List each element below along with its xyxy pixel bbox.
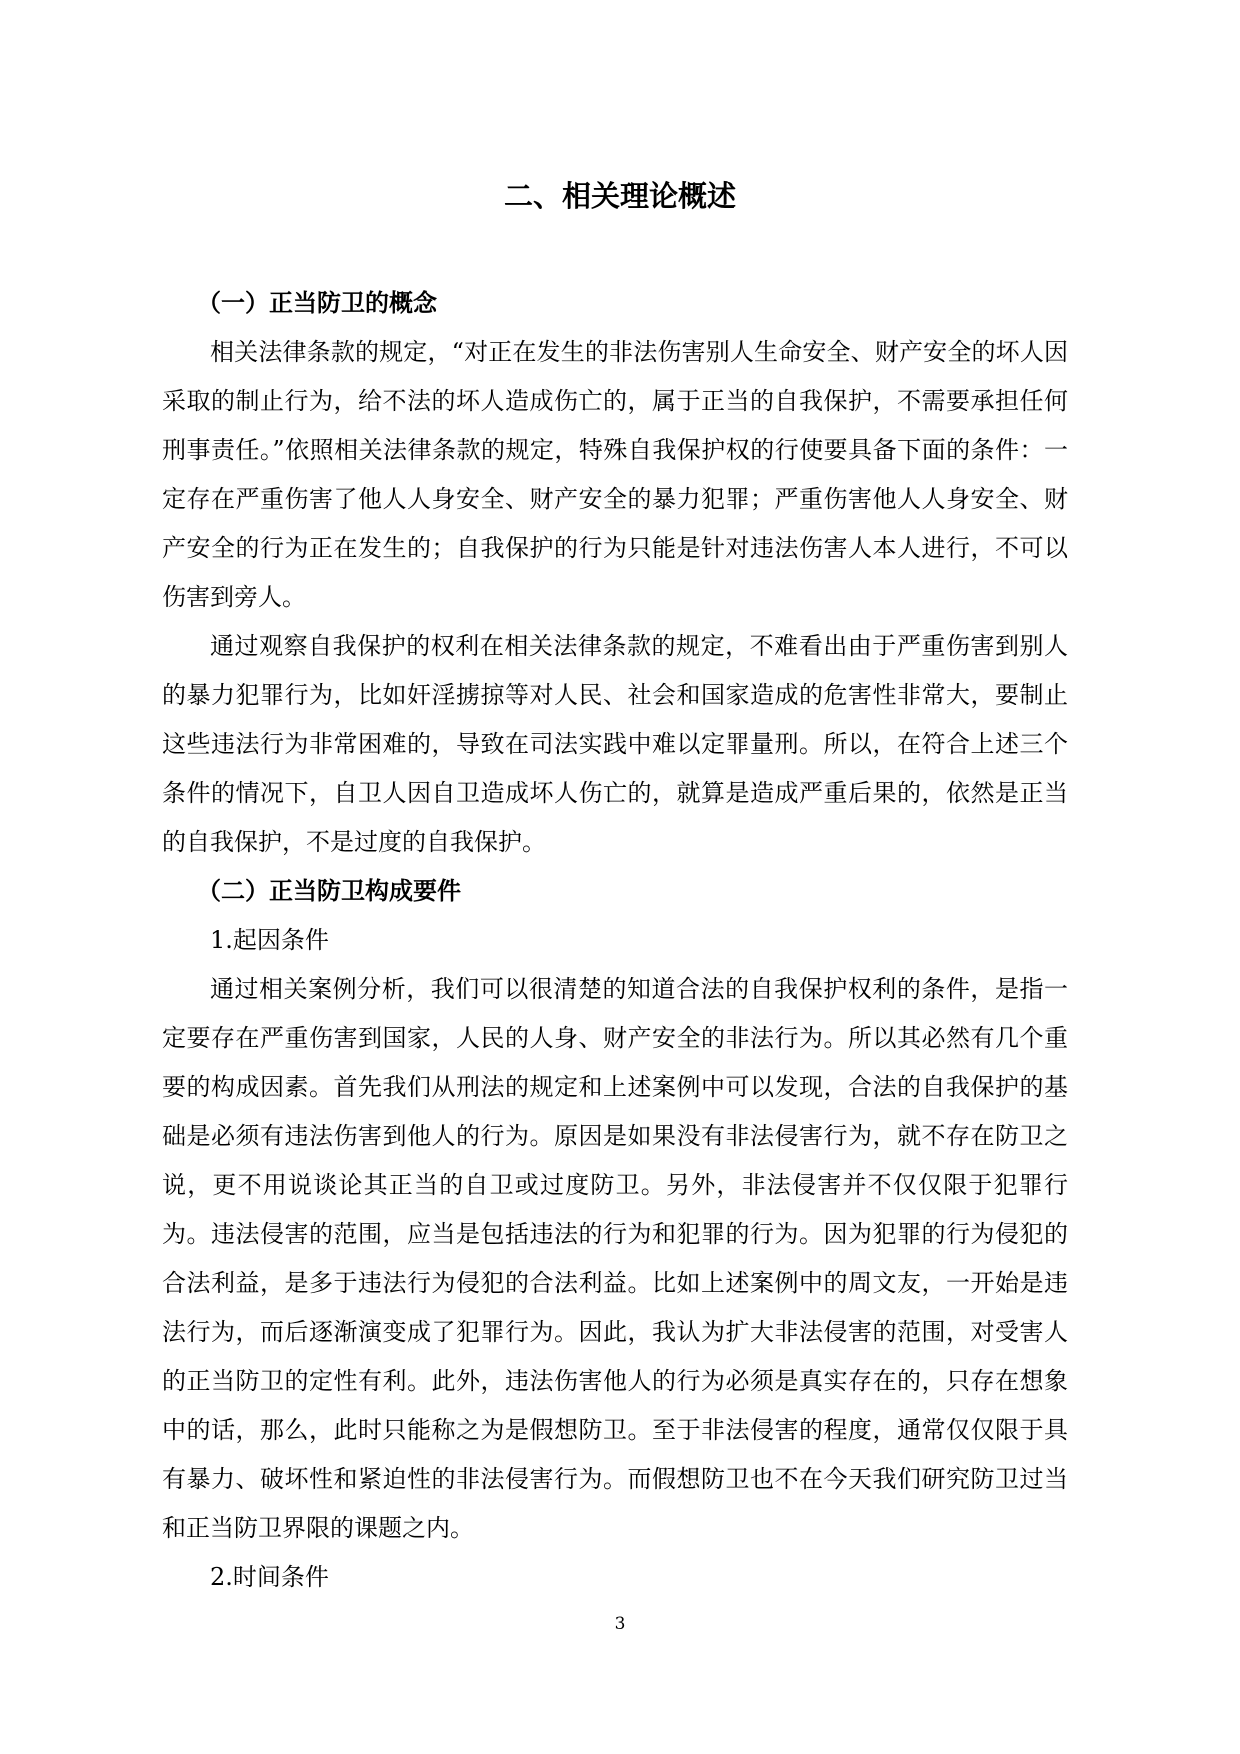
item-heading-cause: 1.起因条件: [210, 926, 329, 954]
paragraph-legal-provision: 相关法律条款的规定，“对正在发生的非法伤害别人生命安全、财产安全的坏人因采取的制止行为，给不法的坏人造成伤亡的，属于正当的自我保护，不需要承担任何刑事责任。”依照相关法律条款的规定，特殊自我保护权的行使要具备下面的条件：一定存在严重伤害了他人人身安全、财产安全的暴力犯罪；严重伤害他人人身安全、财产安全的行为正在发生的；自我保护的行为只能是针对违法伤害人本人进行，不可以伤害到旁人。: [162, 338, 1068, 611]
paragraph-observation: 通过观察自我保护的权利在相关法律条款的规定，不难看出由于严重伤害到别人的暴力犯罪行为，比如奸淫掳掠等对人民、社会和国家造成的危害性非常大，要制止这些违法行为非常困难的，导致在司法实践中难以定罪量刑。所以，在符合上述三个条件的情况下，自卫人因自卫造成坏人伤亡的，就算是造成严重后果的，依然是正当的自我保护，不是过度的自我保护。: [162, 632, 1068, 856]
subsection-heading-concept: （一）正当防卫的概念: [197, 289, 437, 317]
item-heading-time: 2.时间条件: [210, 1563, 329, 1591]
paragraph-cause-condition: 通过相关案例分析，我们可以很清楚的知道合法的自我保护权利的条件，是指一定要存在严重伤害到国家，人民的人身、财产安全的非法行为。所以其必然有几个重要的构成因素。首先我们从刑法的规定和上述案例中可以发现，合法的自我保护的基础是必须有违法伤害到他人的行为。原因是如果没有非法侵害行为，就不存在防卫之说，更不用说谈论其正当的自卫或过度防卫。另外，非法侵害并不仅仅限于犯罪行为。违法侵害的范围，应当是包括违法的行为和犯罪的行为。因为犯罪的行为侵犯的合法利益，是多于违法行为侵犯的合法利益。比如上述案例中的周文友，一开始是违法行为，而后逐渐演变成了犯罪行为。因此，我认为扩大非法侵害的范围，对受害人的正当防卫的定性有利。此外，违法伤害他人的行为必须是真实存在的，只存在想象中的话，那么，此时只能称之为是假想防卫。至于非法侵害的程度，通常仅仅限于具有暴力、破坏性和紧迫性的非法侵害行为。而假想防卫也不在今天我们研究防卫过当和正当防卫界限的课题之内。: [162, 975, 1068, 1542]
document-body: [162, 279, 1068, 1602]
subsection-heading-elements: （二）正当防卫构成要件: [197, 877, 461, 905]
page-number: 3: [614, 1614, 626, 1634]
section-title: 二、相关理论概述: [503, 179, 736, 213]
